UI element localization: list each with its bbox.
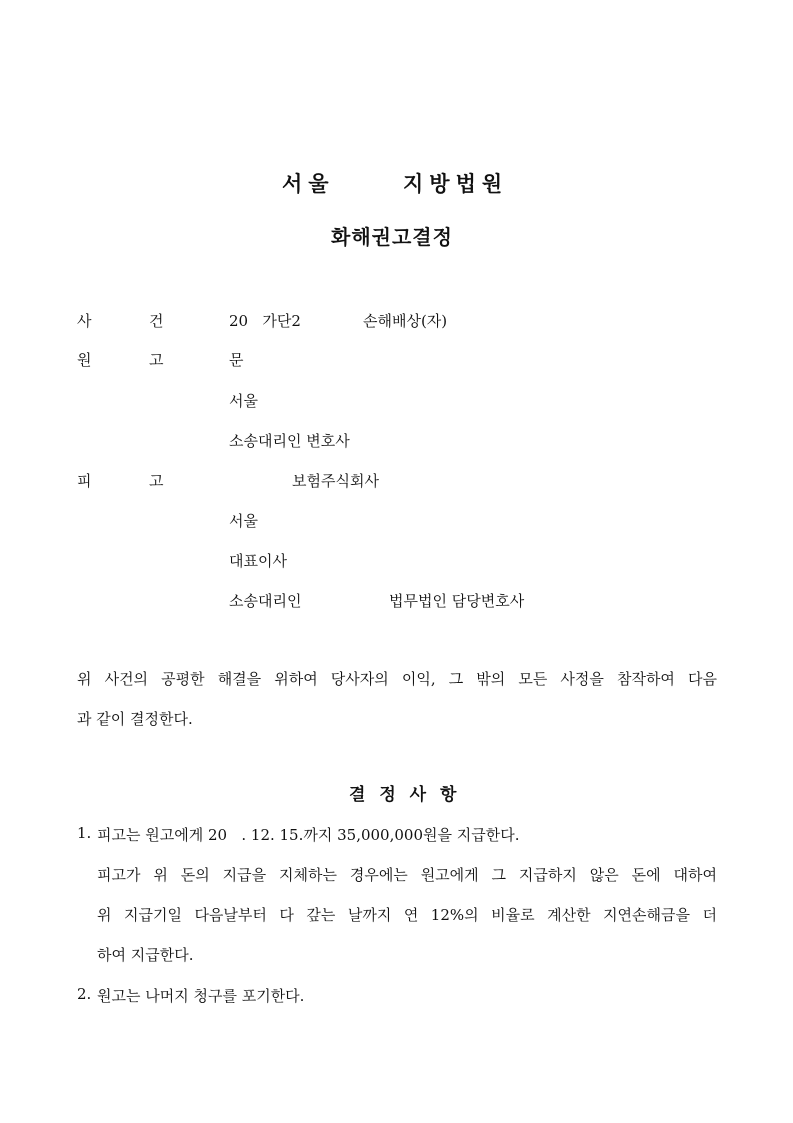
item-2-number: 2.: [77, 985, 92, 1003]
defendant-label-char2: 고: [149, 472, 164, 490]
plaintiff-name: 문: [229, 351, 244, 369]
defendant-attorney-firm: 법무법인 담당변호사: [389, 592, 525, 610]
court-name-part1: 서울: [282, 172, 335, 196]
item-1-line-3: 위 지급기일 다음날부터 다 갚는 날까지 연 12%의 비율로 계산한 지연손해금을 더: [97, 906, 717, 924]
decision-heading: 결 정 사 항: [349, 785, 461, 805]
defendant-label-char1: 피: [77, 472, 92, 490]
item-1-line-4: 하여 지급한다.: [97, 946, 194, 964]
plaintiff-label-char1: 원: [77, 351, 92, 369]
intro-line-1: 위 사건의 공평한 해결을 위하여 당사자의 이익, 그 밖의 모든 사정을 참작하여 다음: [77, 670, 717, 688]
case-label-char1: 사: [77, 312, 92, 330]
case-label-char2: 건: [149, 312, 164, 330]
plaintiff-label-char2: 고: [149, 351, 164, 369]
case-number: 20 가단2: [229, 312, 301, 330]
item-2-line-1: 원고는 나머지 청구를 포기한다.: [97, 987, 305, 1005]
plaintiff-address: 서울: [229, 392, 258, 410]
item-1-line-1: 피고는 원고에게 20 . 12. 15.까지 35,000,000원을 지급한다.: [97, 826, 520, 844]
intro-line-2: 과 같이 결정한다.: [77, 710, 193, 728]
document-title: 화해권고결정: [331, 225, 453, 249]
defendant-attorney-label: 소송대리인: [229, 592, 302, 610]
defendant-address: 서울: [229, 512, 258, 530]
plaintiff-attorney: 소송대리인 변호사: [229, 432, 350, 450]
case-subject: 손해배상(자): [363, 312, 448, 330]
defendant-name: 보험주식회사: [292, 472, 379, 490]
item-1-number: 1.: [77, 824, 92, 842]
item-1-line-2: 피고가 위 돈의 지급을 지체하는 경우에는 원고에게 그 지급하지 않은 돈에 대하여: [97, 866, 717, 884]
court-name-part2: 지방법원: [403, 172, 509, 196]
defendant-representative: 대표이사: [229, 552, 287, 570]
